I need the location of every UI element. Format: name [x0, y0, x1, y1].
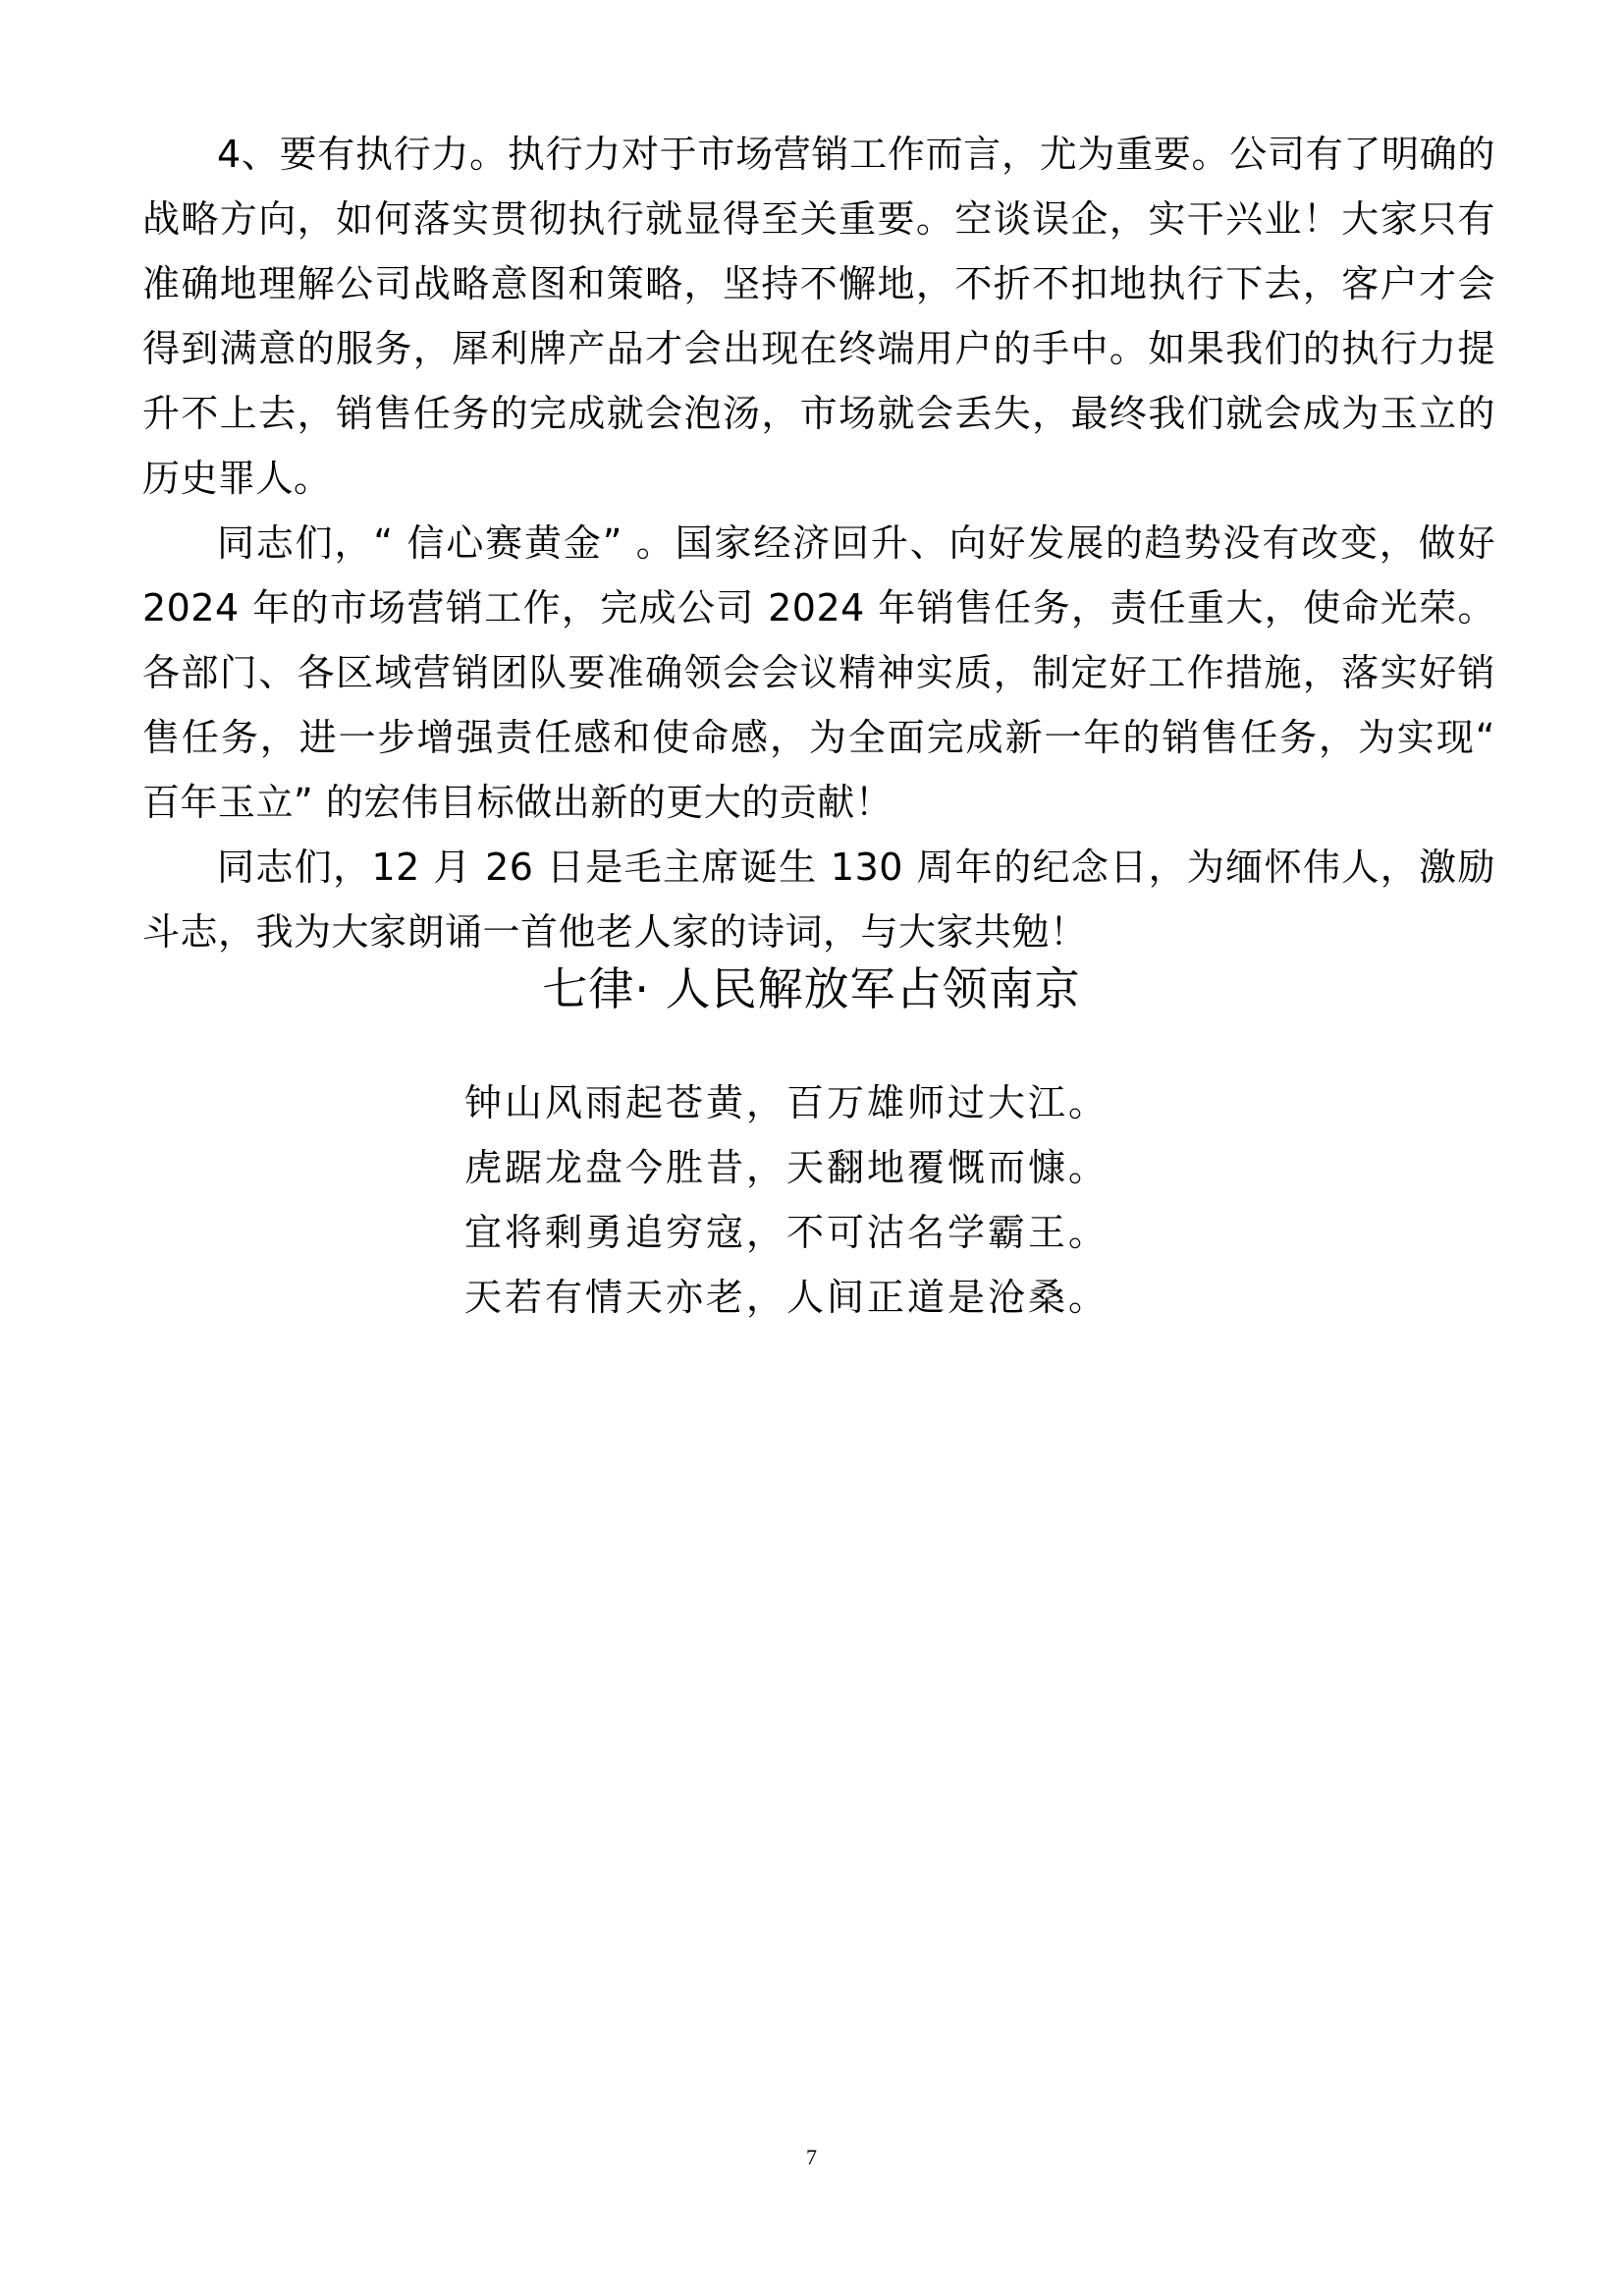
paragraph-commemoration: 同志们，12 月 26 日是毛主席诞生 130 周年的纪念日，为缅怀伟人，激励斗志，我为大家朗诵一首他老人家的诗词，与大家共勉！ [142, 846, 1495, 954]
poem-title: 七律· 人民解放军占领南京 [542, 962, 1081, 1015]
poem-body [464, 1070, 1211, 1330]
body-text [142, 122, 1495, 964]
paragraph-execution: 4、要有执行力。执行力对于市场营销工作而言，尤为重要。公司有了明确的战略方向，如何落实贯彻执行就显得至关重要。空谈误企，实干兴业！大家只有准确地理解公司战略意图和策略，坚持不懈地，不折不扣地执行下去，客户才会得到满意的服务，犀利牌产品才会出现在终端用户的手中。如果我们的执行力提升不上去，销售任务的完成就会泡汤，市场就会丢失，最终我们就会成为玉立的历史罪人。 [142, 133, 1495, 500]
poem-line: 天若有情天亦老，人间正道是沧桑。 [464, 1276, 1109, 1319]
page-number: 7 [806, 2145, 817, 2169]
paragraph-confidence: 同志们，“ 信心赛黄金” 。国家经济回升、向好发展的趋势没有改变，做好2024 年的市场营销工作，完成公司 2024 年销售任务，责任重大，使命光荣。各部门、各区域营销团队要准确领会会议精神实质，制定好工作措施，落实好销售任务，进一步增强责任感和使命感，为全面完成新一年的销售任务，为实现“ 百年玉立” 的宏伟目标做出新的更大的贡献！ [142, 521, 1495, 824]
poem-line: 宜将剩勇追穷寇，不可沽名学霸王。 [464, 1211, 1109, 1254]
poem-line: 钟山风雨起苍黄，百万雄师过大江。 [464, 1081, 1109, 1124]
poem-line: 虎踞龙盘今胜昔，天翻地覆慨而慷。 [464, 1146, 1109, 1189]
